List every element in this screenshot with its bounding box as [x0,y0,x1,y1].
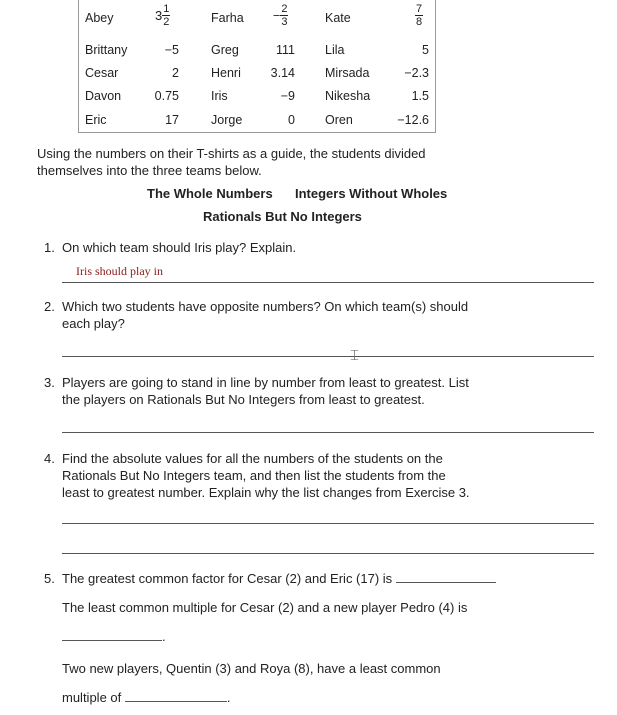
student-name: Farha [211,11,244,25]
lcm-prompt: The least common multiple for Cesar (2) and a new player Pedro (4) is [62,600,468,615]
team-whole-numbers: The Whole Numbers [147,186,273,201]
student-number: 5 [422,43,429,57]
answer-1-line[interactable] [62,282,594,283]
student-name: Jorge [211,113,243,127]
question-text: On which team should Iris play? Explain. [62,240,297,255]
question-number: 3. [44,375,55,390]
student-number: 111 [275,43,295,57]
question-number: 5. [44,571,55,586]
intro-paragraph [37,145,457,179]
lcm2-prompt: Two new players, Quentin (3) and Roya (8), have a least common [62,661,441,676]
student-number: 17 [165,113,179,127]
question-number: 4. [44,451,55,466]
question-line: Find the absolute values for all the numbers of the students on the [62,451,443,466]
answer-2-line[interactable] [62,356,594,357]
student-name: Abey [85,11,114,25]
sign: − [273,8,281,23]
fraction [162,3,170,28]
intro-line: themselves into the three teams below. [37,163,262,178]
lcm-blank[interactable] [62,630,162,641]
text-cursor-icon: ⌶ [350,346,360,364]
roster-table [78,0,436,133]
question-text [62,374,502,408]
student-name: Iris [211,89,228,103]
lcm2-blank[interactable] [125,691,227,702]
fraction [280,3,288,28]
gcf-blank[interactable] [396,572,496,583]
student-name: Davon [85,89,122,103]
lcm2-prompt-end: multiple of [62,690,122,705]
answer-4-line-1[interactable] [62,523,594,524]
student-number: −2.3 [404,66,429,80]
period: . [162,629,166,644]
question-text [62,450,502,501]
student-number: 0 [288,113,295,127]
student-number: 1.5 [411,89,429,103]
answer-1-text[interactable]: Iris should play in [76,264,163,278]
question-line: each play? [62,316,125,331]
question-text [62,298,482,332]
student-name: Mirsada [325,66,370,80]
fraction [415,3,423,28]
numerator: 1 [163,3,170,15]
denominator: 2 [163,16,170,28]
gcf-prompt: The greatest common factor for Cesar (2) and Eric (17) is [62,571,393,586]
student-number: −12.6 [397,113,429,127]
student-name: Oren [325,113,353,127]
student-number: −5 [164,43,179,57]
numerator: 7 [416,3,423,15]
student-name: Eric [85,113,107,127]
denominator: 3 [281,16,288,28]
question-number: 2. [44,299,55,314]
question-text [62,570,522,587]
question-line: the players on Rationals But No Integers from least to greatest. [62,392,425,407]
student-number: −9 [280,89,295,103]
student-name: Cesar [85,66,119,80]
question-line: least to greatest number. Explain why the list changes from Exercise 3. [62,485,470,500]
answer-4-line-2[interactable] [62,553,594,554]
question-line: Rationals But No Integers team, and then list the students from the [62,468,446,483]
lcm2-answer-row [62,689,231,706]
period: . [226,690,231,705]
student-name: Greg [211,43,239,57]
denominator: 8 [416,16,423,28]
lcm-answer-row [62,628,166,645]
question-line: Players are going to stand in line by number from least to greatest. List [62,375,469,390]
student-name: Kate [325,11,351,25]
student-name: Henri [211,66,241,80]
question-number: 1. [44,240,55,255]
numerator: 2 [281,3,288,15]
student-name: Nikesha [325,89,371,103]
team-integers-without-wholes: Integers Without Wholes [295,186,448,201]
answer-3-line[interactable] [62,432,594,433]
student-name: Brittany [85,43,128,57]
student-number [415,3,423,28]
student-number: 2 [172,66,179,80]
student-number [155,3,170,28]
intro-line: Using the numbers on their T-shirts as a guide, the students divided [37,146,426,161]
question-line: Which two students have opposite numbers? On which team(s) should [62,299,469,314]
student-number [273,3,288,28]
student-name: Lila [325,43,345,57]
team-rationals-but-no-integers: Rationals But No Integers [203,209,362,224]
student-number: 3.14 [270,66,295,80]
student-number: 0.75 [154,89,179,103]
whole-part: 3 [155,8,163,23]
